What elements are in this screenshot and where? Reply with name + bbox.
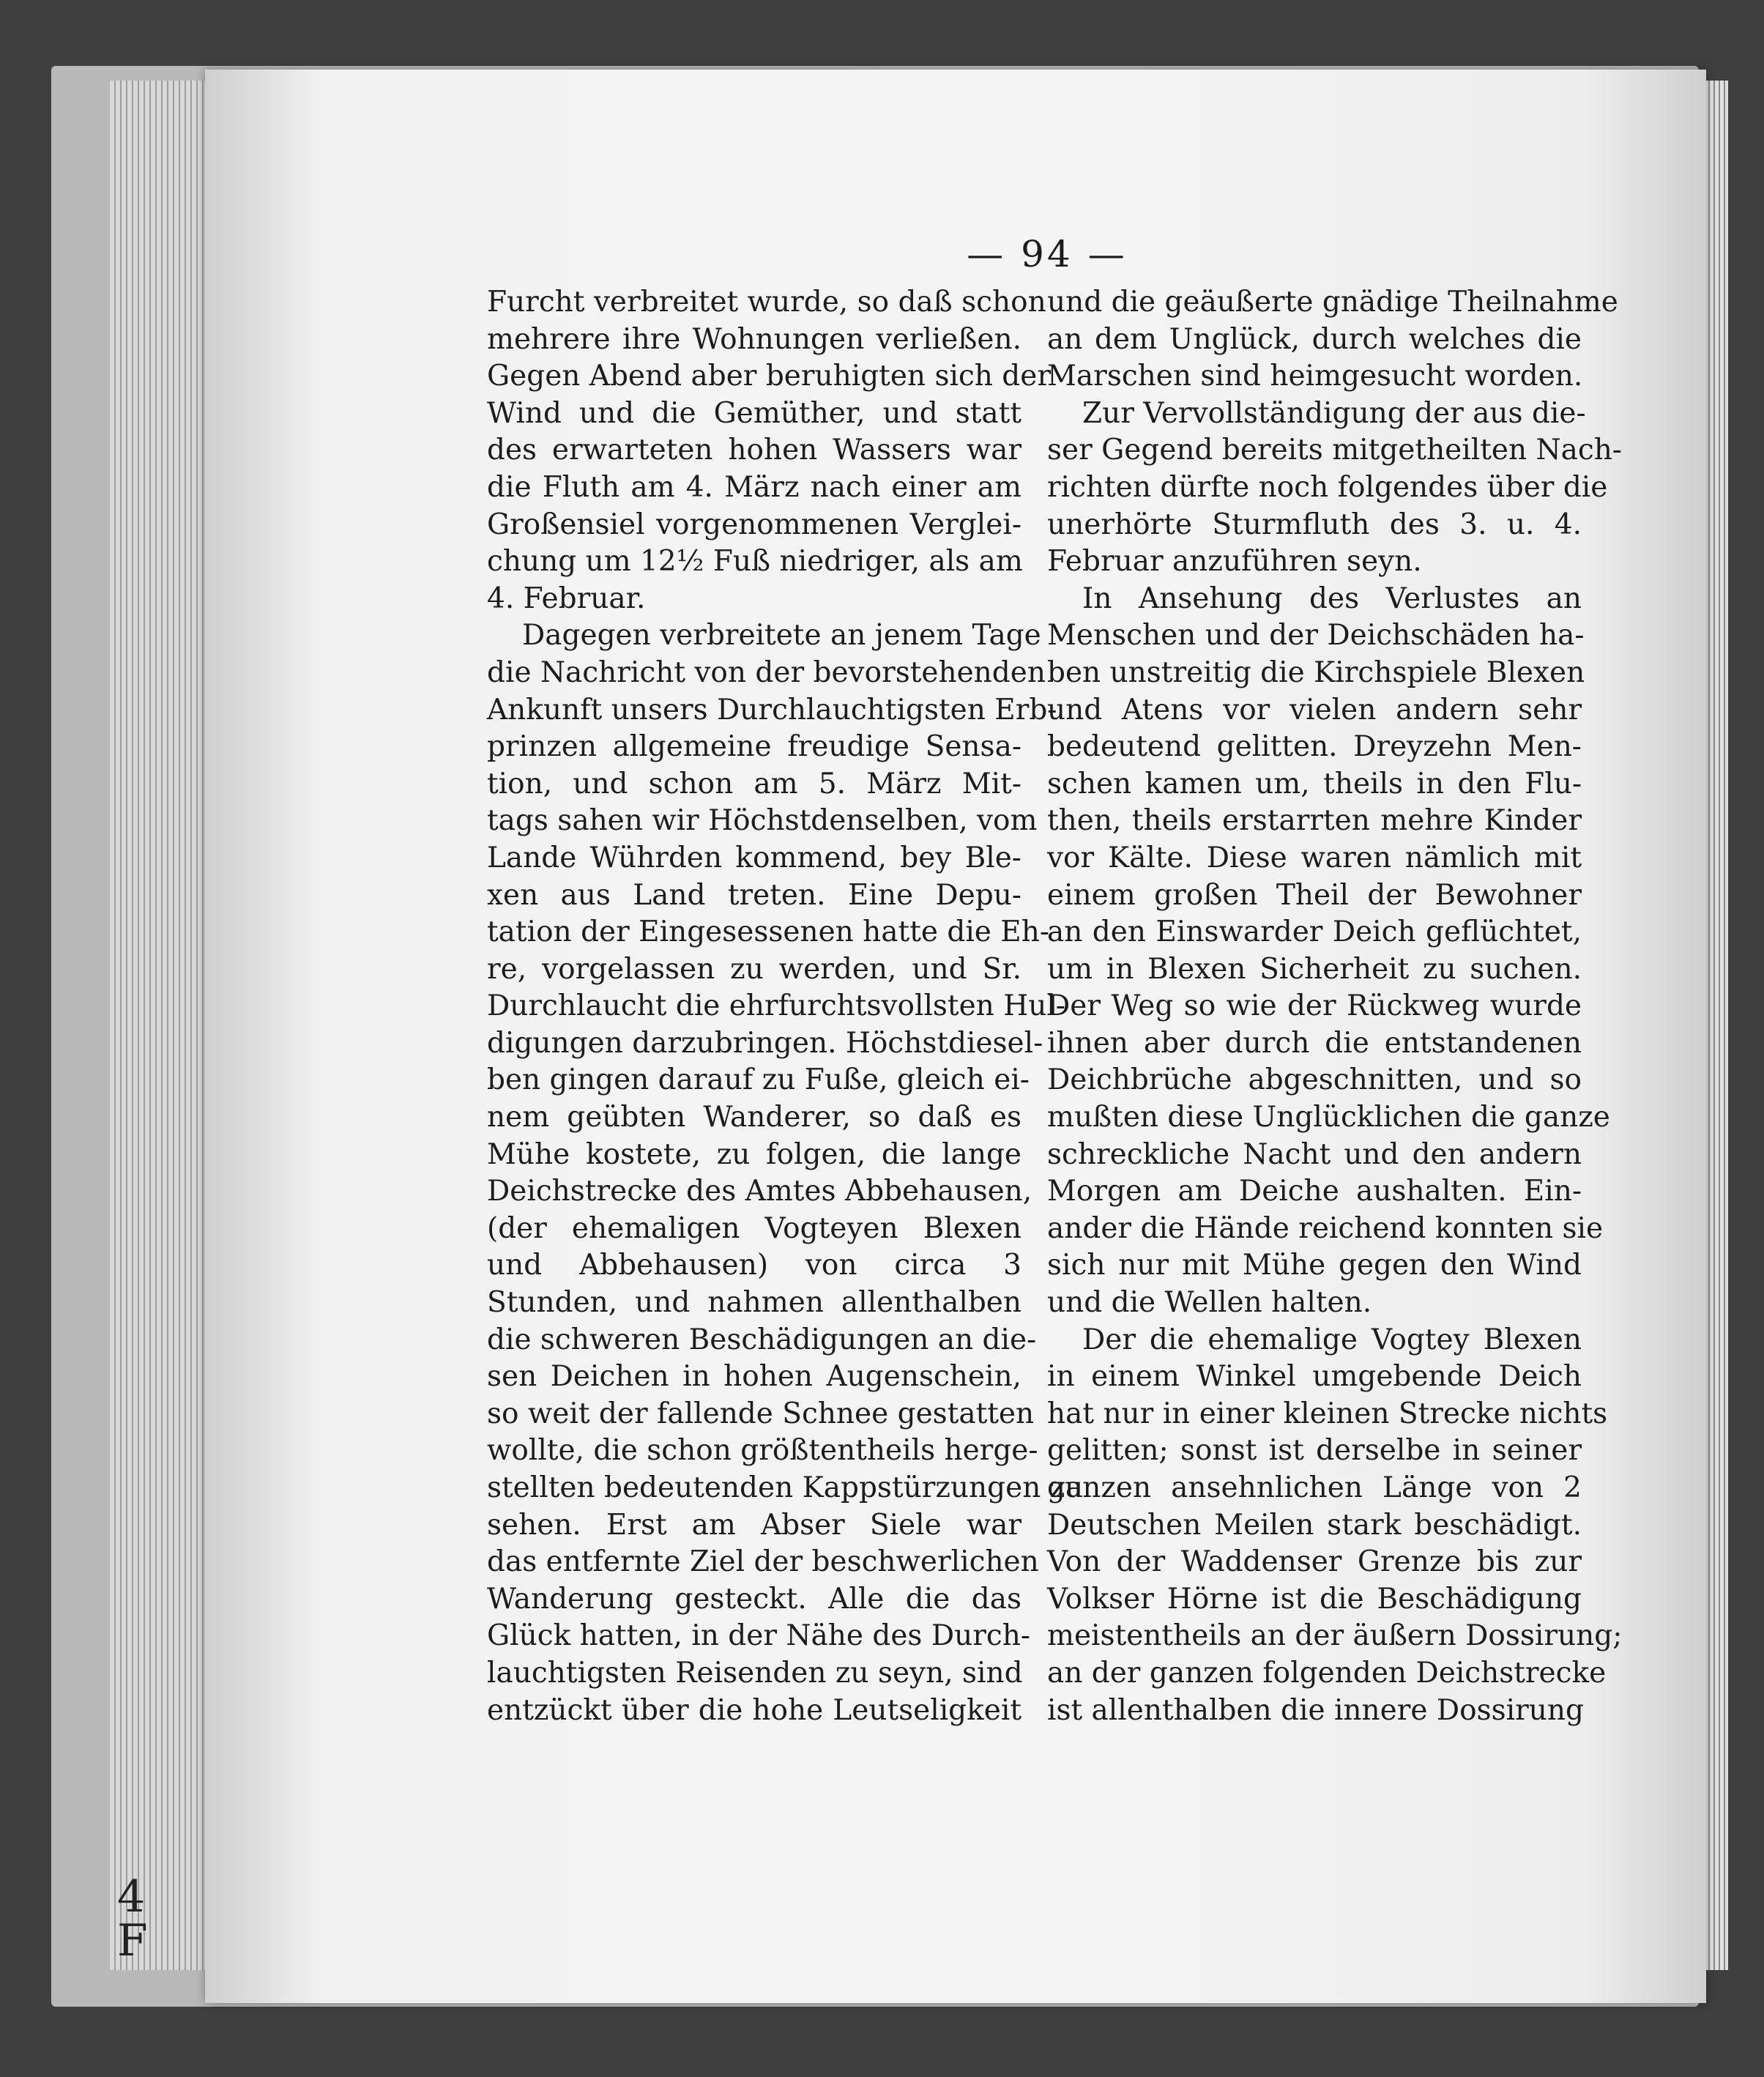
text-line: ben unstreitig die Kirchspiele Blexen	[1047, 655, 1585, 689]
text-line: in einem Winkel umgebende Deich	[1047, 1360, 1582, 1394]
text-line: unerhörte Sturmfluth des 3. u. 4.	[1047, 508, 1582, 541]
text-line: Deichstrecke des Amtes Abbehausen,	[487, 1175, 1032, 1208]
text-line: vor Kälte. Diese waren nämlich mit	[1047, 841, 1582, 874]
text-line: die Fluth am 4. März nach einer am	[487, 470, 1021, 504]
text-line: an den Einswarder Deich geflüchtet,	[1047, 915, 1582, 949]
text-line: schreckliche Nacht und den andern	[1047, 1137, 1582, 1171]
text-line: ser Gegend bereits mitgetheilten Nach-	[1047, 434, 1622, 467]
text-line: digungen darzubringen. Höchstdiesel-	[487, 1026, 1043, 1060]
text-line: then, theils erstarrten mehre Kinder	[1047, 804, 1582, 838]
text-line: tags sahen wir Höchstdenselben, vom	[487, 804, 1038, 838]
text-line: das entfernte Ziel der beschwerlichen	[487, 1545, 1039, 1579]
text-line: sehen. Erst am Abser Siele war	[487, 1508, 1021, 1542]
text-line: Mühe kostete, zu folgen, die lange	[487, 1137, 1021, 1171]
text-line: Der die ehemalige Vogtey Blexen	[1082, 1323, 1582, 1356]
text-line: chung um 12½ Fuß niedriger, als am	[487, 545, 1023, 579]
text-line: Der Weg so wie der Rückweg wurde	[1047, 989, 1582, 1023]
text-line: Gegen Abend aber beruhigten sich der	[487, 360, 1051, 393]
text-line: Von der Waddenser Grenze bis zur	[1047, 1545, 1582, 1579]
text-line: Zur Vervollständigung der aus die-	[1082, 396, 1586, 430]
text-line: re, vorgelassen zu werden, und Sr.	[487, 952, 1021, 986]
text-line: Morgen am Deiche aushalten. Ein-	[1047, 1175, 1582, 1208]
text-line: In Ansehung des Verlustes an	[1082, 582, 1582, 615]
text-line: Wanderung gesteckt. Alle die das	[487, 1582, 1021, 1616]
text-line: und die Wellen halten.	[1047, 1286, 1372, 1320]
text-line: gelitten; sonst ist derselbe in seiner	[1047, 1434, 1582, 1468]
text-line: ben gingen darauf zu Fuße, gleich ei-	[487, 1063, 1030, 1097]
text-line: so weit der fallende Schnee gestatten	[487, 1397, 1035, 1430]
text-line: Glück hatten, in der Nähe des Durch-	[487, 1619, 1030, 1653]
text-line: nem geübten Wanderer, so daß es	[487, 1101, 1021, 1134]
text-line: Stunden, und nahmen allenthalben	[487, 1286, 1021, 1320]
text-line: und die geäußerte gnädige Theilnahme	[1047, 286, 1618, 319]
text-line: Lande Wührden kommend, bey Ble-	[487, 841, 1021, 874]
text-line: Deutschen Meilen stark beschädigt.	[1047, 1508, 1582, 1542]
text-line: ihnen aber durch die entstandenen	[1047, 1026, 1582, 1060]
text-line: mußten diese Unglücklichen die ganze	[1047, 1101, 1610, 1134]
text-line: wollte, die schon größtentheils herge-	[487, 1434, 1038, 1468]
text-column-left	[487, 284, 1084, 1729]
text-line: Furcht verbreitet wurde, so daß schon	[487, 286, 1046, 319]
text-line: ist allenthalben die innere Dossirung	[1047, 1693, 1584, 1727]
text-line: Volkser Hörne ist die Beschädigung	[1047, 1582, 1582, 1616]
text-line: an dem Unglück, durch welches die	[1047, 322, 1582, 356]
text-line: die Nachricht von der bevorstehenden	[487, 655, 1046, 689]
text-line: ganzen ansehnlichen Länge von 2	[1047, 1471, 1582, 1504]
text-line: (der ehemaligen Vogteyen Blexen	[487, 1211, 1021, 1245]
text-line: an der ganzen folgenden Deichstrecke	[1047, 1656, 1607, 1690]
text-line: des erwarteten hohen Wassers war	[487, 434, 1021, 467]
text-line: Menschen und der Deichschäden ha-	[1047, 619, 1585, 653]
text-line: hat nur in einer kleinen Strecke nichts	[1047, 1397, 1608, 1430]
text-line: Ankunft unsers Durchlauchtigsten Erb-	[487, 693, 1057, 727]
text-line: einem großen Theil der Bewohner	[1047, 878, 1582, 912]
text-line: schen kamen um, theils in den Flu-	[1047, 767, 1582, 800]
text-line: um in Blexen Sicherheit zu suchen.	[1047, 952, 1582, 986]
text-line: sen Deichen in hohen Augenschein,	[487, 1360, 1021, 1394]
text-line: lauchtigsten Reisenden zu seyn, sind	[487, 1656, 1023, 1690]
text-line: Marschen sind heimgesucht worden.	[1047, 360, 1583, 393]
edge-marks: 4 F	[117, 1871, 148, 1966]
text-line: bedeutend gelitten. Dreyzehn Men-	[1047, 730, 1582, 764]
text-line: Durchlaucht die ehrfurchtsvollsten Hul-	[487, 989, 1065, 1023]
text-line: Deichbrüche abgeschnitten, und so	[1047, 1063, 1582, 1097]
text-line: ander die Hände reichend konnten sie	[1047, 1211, 1604, 1245]
text-line: tation der Eingesessenen hatte die Eh-	[487, 915, 1050, 949]
text-line: prinzen allgemeine freudige Sensa-	[487, 730, 1021, 764]
text-column-right	[1047, 284, 1623, 1729]
text-line: 4. Februar.	[487, 582, 646, 615]
text-line: Februar anzuführen seyn.	[1047, 545, 1422, 579]
text-line: und Abbehausen) von circa 3	[487, 1249, 1021, 1282]
text-line: Wind und die Gemüther, und statt	[487, 396, 1021, 430]
text-line: und Atens vor vielen andern sehr	[1047, 693, 1582, 727]
text-line: entzückt über die hohe Leutseligkeit	[487, 1693, 1021, 1727]
text-line: Dagegen verbreitete an jenem Tage	[522, 619, 1041, 653]
text-line: tion, und schon am 5. März Mit-	[487, 767, 1021, 800]
text-line: Großensiel vorgenommenen Verglei-	[487, 508, 1021, 541]
text-line: sich nur mit Mühe gegen den Wind	[1047, 1249, 1582, 1282]
text-line: stellten bedeutenden Kappstürzungen zu	[487, 1471, 1084, 1504]
text-line: richten dürfte noch folgendes über die	[1047, 470, 1608, 504]
text-line: xen aus Land treten. Eine Depu-	[487, 878, 1021, 912]
text-line: die schweren Beschädigungen an die-	[487, 1323, 1037, 1356]
page-number: — 94 —	[967, 233, 1128, 275]
text-line: mehrere ihre Wohnungen verließen.	[487, 322, 1021, 356]
text-line: meistentheils an der äußern Dossirung;	[1047, 1619, 1623, 1653]
